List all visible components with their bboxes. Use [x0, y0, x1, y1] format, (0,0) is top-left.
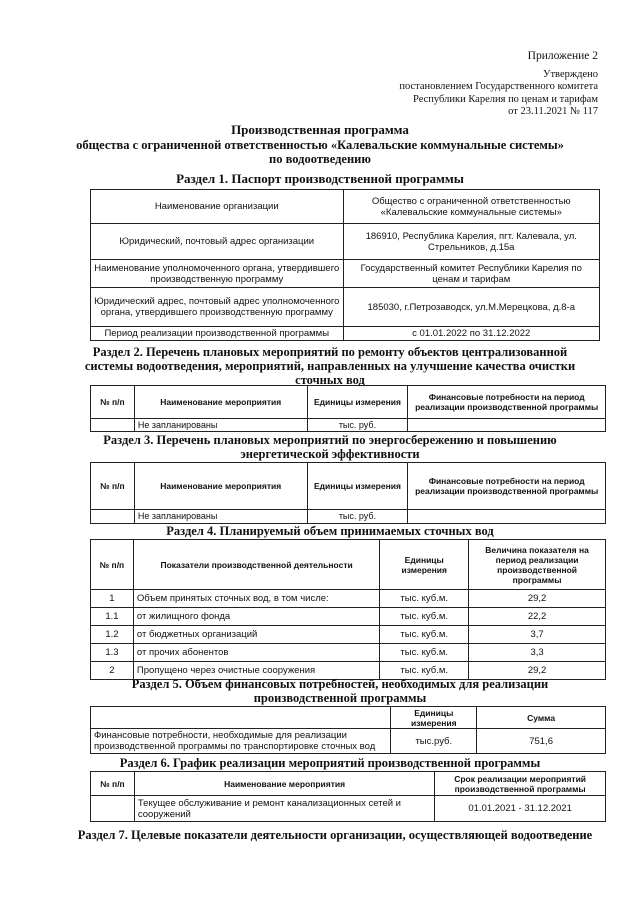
- section-1-heading: Раздел 1. Паспорт производственной программы: [176, 171, 464, 186]
- col-header-unit: Единицы измерения: [380, 540, 469, 590]
- cell-unit: тыс. руб.: [307, 510, 408, 524]
- section-7-heading: Раздел 7. Целевые показатели деятельности организации, осуществляющей водоотведение: [77, 828, 593, 842]
- section-5-heading: Раздел 5. Объем финансовых потребностей, необходимых для реализации производственной программы: [131, 677, 549, 705]
- approval-block: [399, 50, 598, 119]
- section-3-table: [90, 462, 606, 524]
- table-header-row: [91, 386, 606, 419]
- cell-unit: тыс. куб.м.: [380, 626, 469, 644]
- col-header-name: Наименование мероприятия: [134, 463, 307, 510]
- table-header-row: [91, 463, 606, 510]
- cell-value: 29,2: [469, 590, 606, 608]
- col-header-term: Срок реализации мероприятий производственной программы: [435, 772, 606, 796]
- table-row: [91, 327, 600, 341]
- col-header-num: № п/п: [91, 386, 135, 419]
- section-5-table: [90, 706, 606, 754]
- approval-line-1: постановлением Государственного комитета: [399, 81, 598, 92]
- col-header-unit: Единицы измерения: [391, 707, 477, 729]
- col-header-num: № п/п: [91, 772, 135, 796]
- table-header-row: [91, 772, 606, 796]
- cell-unit: тыс. куб.м.: [380, 644, 469, 662]
- cell-name: Объем принятых сточных вод, в том числе:: [133, 590, 379, 608]
- document-subtitle: [60, 138, 580, 166]
- col-header-num: № п/п: [91, 463, 135, 510]
- section-4-table: [90, 539, 606, 680]
- cell-unit: тыс. куб.м.: [380, 608, 469, 626]
- passport-label: Юридический, почтовый адрес организации: [91, 224, 344, 260]
- subtitle-line-2: по водоотведению: [269, 152, 371, 166]
- table-row: [91, 626, 606, 644]
- cell-name: Финансовые потребности, необходимые для реализации производственной программы по транспортировке сточных вод: [91, 729, 391, 754]
- cell-name: Не запланированы: [134, 510, 307, 524]
- col-header-num: № п/п: [91, 540, 134, 590]
- cell-unit: тыс. руб.: [307, 419, 408, 432]
- passport-value: с 01.01.2022 по 31.12.2022: [343, 327, 600, 341]
- passport-label: Наименование организации: [91, 190, 344, 224]
- col-header-value: Величина показателя на период реализации производственной программы: [469, 540, 606, 590]
- table-row: [91, 224, 600, 260]
- table-header-row: [91, 540, 606, 590]
- table-row: [91, 190, 600, 224]
- cell-name: Текущее обслуживание и ремонт канализационных сетей и сооружений: [134, 796, 434, 822]
- col-header-name: Наименование мероприятия: [134, 772, 434, 796]
- cell-value: 3,3: [469, 644, 606, 662]
- table-row: [91, 796, 606, 822]
- passport-value: Государственный комитет Республики Карелия по ценам и тарифам: [343, 260, 600, 288]
- passport-value: 186910, Республика Карелия, пгт. Калевала, ул. Стрельников, д.15а: [343, 224, 600, 260]
- cell-unit: тыс. куб.м.: [380, 662, 469, 680]
- cell-finance: [408, 510, 606, 524]
- cell-num: [91, 796, 135, 822]
- col-header-finance: Финансовые потребности на период реализации производственной программы: [408, 386, 606, 419]
- cell-num: 2: [91, 662, 134, 680]
- cell-num: [91, 419, 135, 432]
- passport-value: 185030, г.Петрозаводск, ул.М.Мерецкова, д.8-а: [343, 288, 600, 327]
- col-header-unit: Единицы измерения: [307, 386, 408, 419]
- cell-num: 1.2: [91, 626, 134, 644]
- cell-unit: тыс.руб.: [391, 729, 477, 754]
- table-row: [91, 644, 606, 662]
- approval-line-2: Республики Карелия по ценам и тарифам: [413, 93, 598, 105]
- table-header-row: [91, 707, 606, 729]
- cell-name: от бюджетных организаций: [133, 626, 379, 644]
- approved-label: Утверждено: [543, 68, 598, 80]
- table-row: [91, 260, 600, 288]
- table-row: [91, 419, 606, 432]
- col-header-unit: Единицы измерения: [307, 463, 408, 510]
- col-header-name: Показатели производственной деятельности: [133, 540, 379, 590]
- col-header-name: [91, 707, 391, 729]
- cell-value: 22,2: [469, 608, 606, 626]
- cell-sum: 751,6: [477, 729, 606, 754]
- passport-table: [90, 189, 600, 341]
- cell-name: Не запланированы: [134, 419, 307, 432]
- cell-num: 1: [91, 590, 134, 608]
- section-6-heading: Раздел 6. График реализации мероприятий производственной программы: [119, 756, 541, 770]
- cell-name: от жилищного фонда: [133, 608, 379, 626]
- col-header-name: Наименование мероприятия: [134, 386, 307, 419]
- appendix-label: Приложение 2: [527, 50, 598, 62]
- cell-name: от прочих абонентов: [133, 644, 379, 662]
- section-2-heading: Раздел 2. Перечень плановых мероприятий по ремонту объектов централизованной системы водоотведения, мероприятий, направленных на улучшение качества очистки сточных вод: [84, 345, 576, 387]
- col-header-finance: Финансовые потребности на период реализации производственной программы: [408, 463, 606, 510]
- cell-num: 1.3: [91, 644, 134, 662]
- cell-value: 3,7: [469, 626, 606, 644]
- subtitle-line-1: общества с ограниченной ответственностью «Калевальские коммунальные системы»: [76, 138, 564, 152]
- table-row: [91, 510, 606, 524]
- section-6-table: [90, 771, 606, 822]
- table-row: [91, 288, 600, 327]
- table-row: [91, 729, 606, 754]
- passport-label: Наименование уполномоченного органа, утвердившего производственную программу: [91, 260, 344, 288]
- cell-term: 01.01.2021 - 31.12.2021: [435, 796, 606, 822]
- section-2-table: [90, 385, 606, 432]
- cell-num: 1.1: [91, 608, 134, 626]
- section-3-heading: Раздел 3. Перечень плановых мероприятий по энергосбережению и повышению энергетической эффективности: [103, 433, 557, 461]
- approval-line-3: от 23.11.2021 № 117: [508, 106, 598, 117]
- cell-num: [91, 510, 135, 524]
- passport-value: Общество с ограниченной ответственностью «Калевальские коммунальные системы»: [343, 190, 600, 224]
- passport-label: Период реализации производственной программы: [91, 327, 344, 341]
- cell-value: 29,2: [469, 662, 606, 680]
- document-title: Производственная программа: [231, 122, 409, 137]
- passport-label: Юридический адрес, почтовый адрес уполномоченного органа, утвердившего производственную программу: [91, 288, 344, 327]
- cell-unit: тыс. куб.м.: [380, 590, 469, 608]
- cell-finance: [408, 419, 606, 432]
- table-row: [91, 590, 606, 608]
- section-4-heading: Раздел 4. Планируемый объем принимаемых сточных вод: [166, 524, 494, 538]
- cell-name: Пропущено через очистные сооружения: [133, 662, 379, 680]
- table-row: [91, 608, 606, 626]
- col-header-sum: Сумма: [477, 707, 606, 729]
